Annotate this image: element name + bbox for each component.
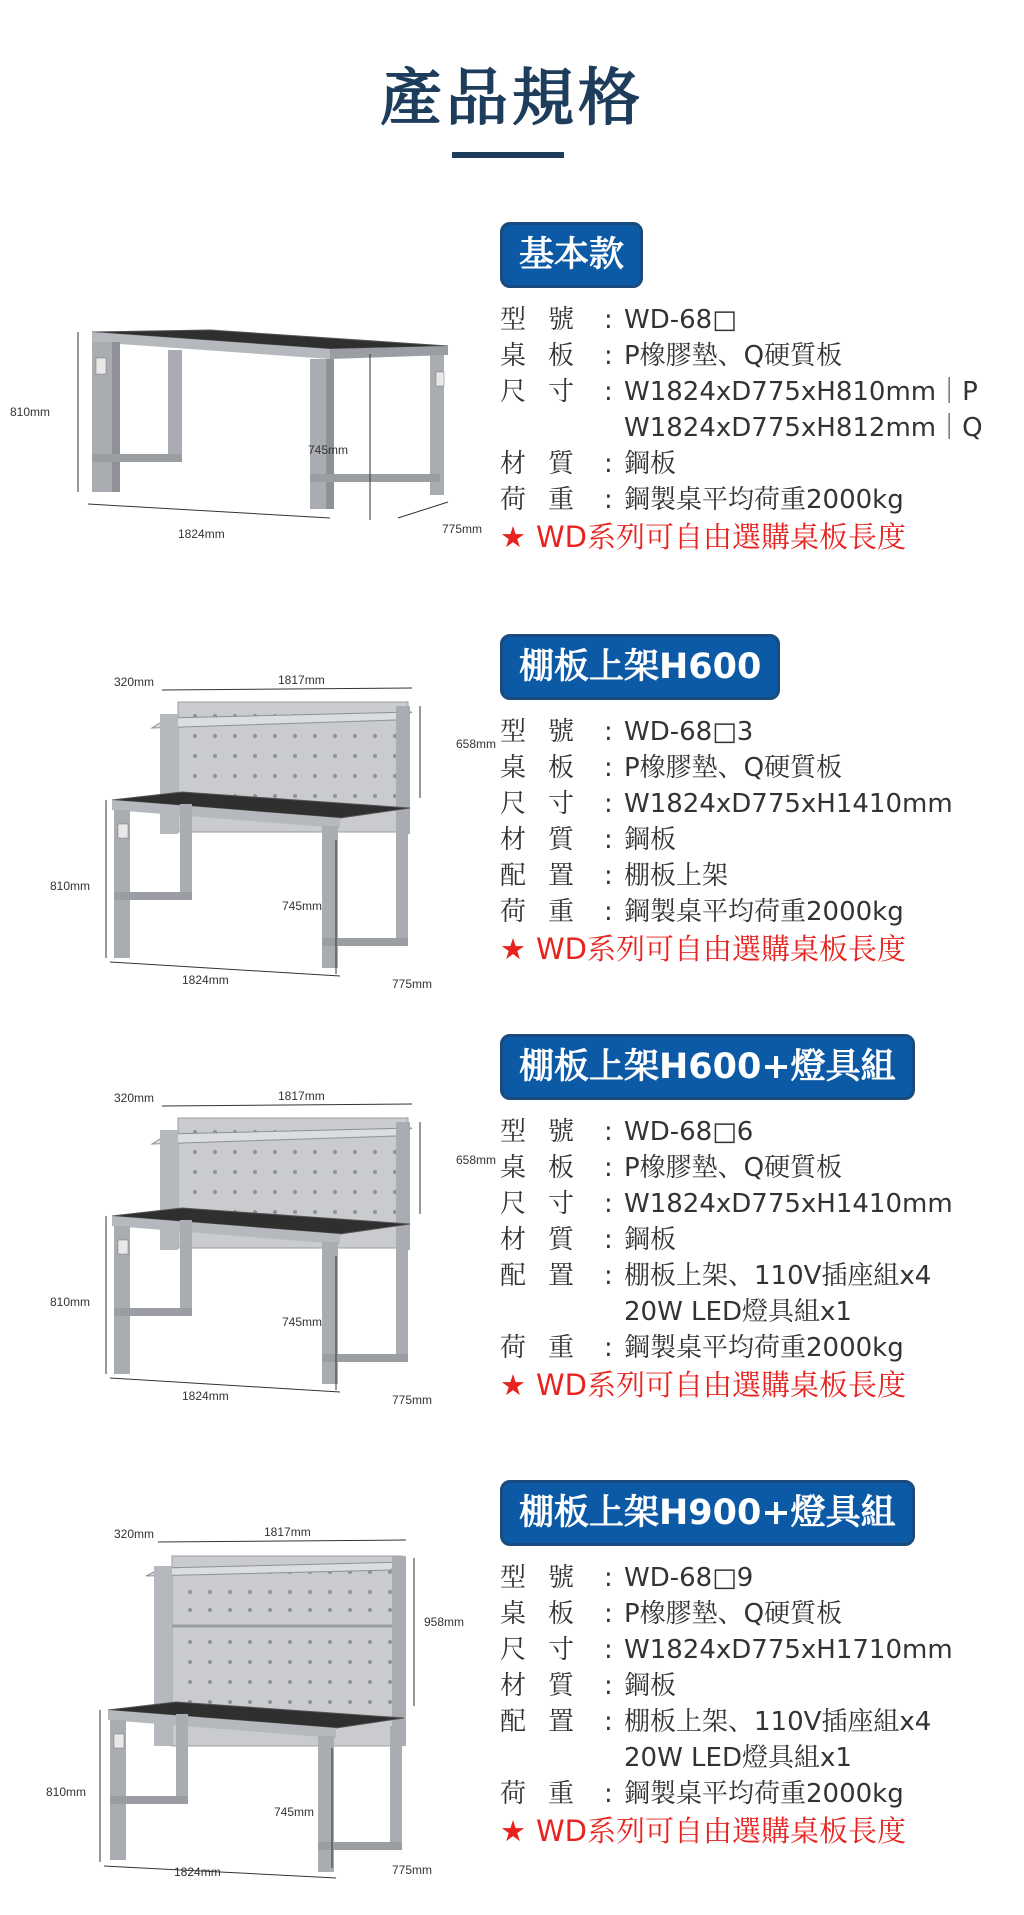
spec-model: 型號 : WD-68□	[500, 305, 737, 335]
spec-load: 荷重 : 鋼製桌平均荷重2000kg	[500, 1779, 904, 1809]
badge-shelf-h900-light: 棚板上架H900+燈具組	[500, 1480, 915, 1546]
spec-model: 型號 : WD-68□9	[500, 1563, 754, 1593]
dim-height: 810mm	[46, 1785, 87, 1799]
dim-shelf-width: 1817mm	[264, 1525, 311, 1539]
product-shelf-h900-light	[0, 1480, 1024, 1900]
badge-basic: 基本款	[500, 222, 643, 288]
dim-leg: 745mm	[282, 1315, 323, 1329]
dim-leg: 745mm	[282, 899, 323, 913]
spec-config: 配置 : 棚板上架	[500, 861, 729, 891]
note-optional-length: ★ WD系列可自由選購桌板長度	[500, 520, 907, 554]
dim-leg: 745mm	[274, 1805, 315, 1819]
badge-shelf-h600: 棚板上架H600	[500, 634, 780, 700]
spec-list	[500, 714, 953, 968]
star-icon: ★	[500, 932, 526, 966]
dim-height: 810mm	[50, 879, 91, 893]
note-optional-length: ★ WD系列可自由選購桌板長度	[500, 932, 907, 966]
spec-list	[500, 302, 983, 556]
spec-config: 配置 : 棚板上架、110V插座組x4 20W LED燈具組x1	[500, 1707, 932, 1773]
dim-shelf-depth: 320mm	[114, 1091, 155, 1105]
star-icon: ★	[500, 1814, 526, 1848]
spec-list	[500, 1114, 953, 1404]
workbench-illustration	[0, 1510, 490, 1880]
dim-leg: 745mm	[308, 443, 349, 457]
dim-shelf-depth: 320mm	[114, 675, 155, 689]
spec-top: 桌板 : P橡膠墊、Q硬質板	[500, 1599, 843, 1629]
spec-list	[500, 1560, 953, 1850]
dim-depth: 775mm	[442, 522, 483, 536]
spec-material: 材質 : 鋼板	[500, 825, 677, 855]
dim-shelf-width: 1817mm	[278, 673, 325, 687]
badge-shelf-h600-light: 棚板上架H600+燈具組	[500, 1034, 915, 1100]
spec-size: 尺寸 : W1824xD775xH1710mm	[500, 1635, 953, 1665]
spec-material: 材質 : 鋼板	[500, 1671, 677, 1701]
note-optional-length: ★ WD系列可自由選購桌板長度	[500, 1814, 907, 1848]
spec-size: 尺寸 : W1824xD775xH810mm｜P W1824xD775xH812mm｜Q	[500, 377, 983, 443]
dim-depth: 775mm	[392, 977, 433, 991]
spec-load: 荷重 : 鋼製桌平均荷重2000kg	[500, 485, 904, 515]
workbench-illustration	[0, 1070, 497, 1407]
dim-width: 1824mm	[182, 1389, 229, 1403]
dim-shelf-depth: 320mm	[114, 1527, 155, 1541]
spec-size: 尺寸 : W1824xD775xH1410mm	[500, 789, 953, 819]
spec-load: 荷重 : 鋼製桌平均荷重2000kg	[500, 1333, 904, 1363]
spec-top: 桌板 : P橡膠墊、Q硬質板	[500, 1153, 843, 1183]
spec-config: 配置 : 棚板上架、110V插座組x4 20W LED燈具組x1	[500, 1261, 932, 1327]
star-icon: ★	[500, 1368, 526, 1402]
dim-width: 1824mm	[182, 973, 229, 987]
spec-top: 桌板 : P橡膠墊、Q硬質板	[500, 341, 843, 371]
dim-panel: 958mm	[424, 1615, 465, 1629]
spec-model: 型號 : WD-68□3	[500, 717, 754, 747]
spec-load: 荷重 : 鋼製桌平均荷重2000kg	[500, 897, 904, 927]
spec-material: 材質 : 鋼板	[500, 1225, 677, 1255]
spec-model: 型號 : WD-68□6	[500, 1117, 754, 1147]
product-basic	[0, 222, 1024, 562]
dim-depth: 775mm	[392, 1863, 433, 1877]
star-icon: ★	[500, 520, 526, 554]
workbench-illustration	[0, 654, 497, 991]
dim-height: 810mm	[10, 405, 51, 419]
dim-width: 1824mm	[174, 1865, 221, 1879]
dim-shelf-width: 1817mm	[278, 1089, 325, 1103]
note-optional-length: ★ WD系列可自由選購桌板長度	[500, 1368, 907, 1402]
product-shelf-h600-light	[0, 1034, 1024, 1414]
spec-size: 尺寸 : W1824xD775xH1410mm	[500, 1189, 953, 1219]
spec-top: 桌板 : P橡膠墊、Q硬質板	[500, 753, 843, 783]
page-title: 產品規格	[379, 61, 644, 134]
dim-panel: 658mm	[456, 737, 497, 751]
product-shelf-h600	[0, 634, 1024, 991]
dim-height: 810mm	[50, 1295, 91, 1309]
title-underline	[452, 152, 564, 158]
dim-depth: 775mm	[392, 1393, 433, 1407]
spec-material: 材質 : 鋼板	[500, 449, 677, 479]
dim-panel: 658mm	[456, 1153, 497, 1167]
workbench-illustration	[0, 222, 490, 562]
dim-width: 1824mm	[178, 527, 225, 541]
